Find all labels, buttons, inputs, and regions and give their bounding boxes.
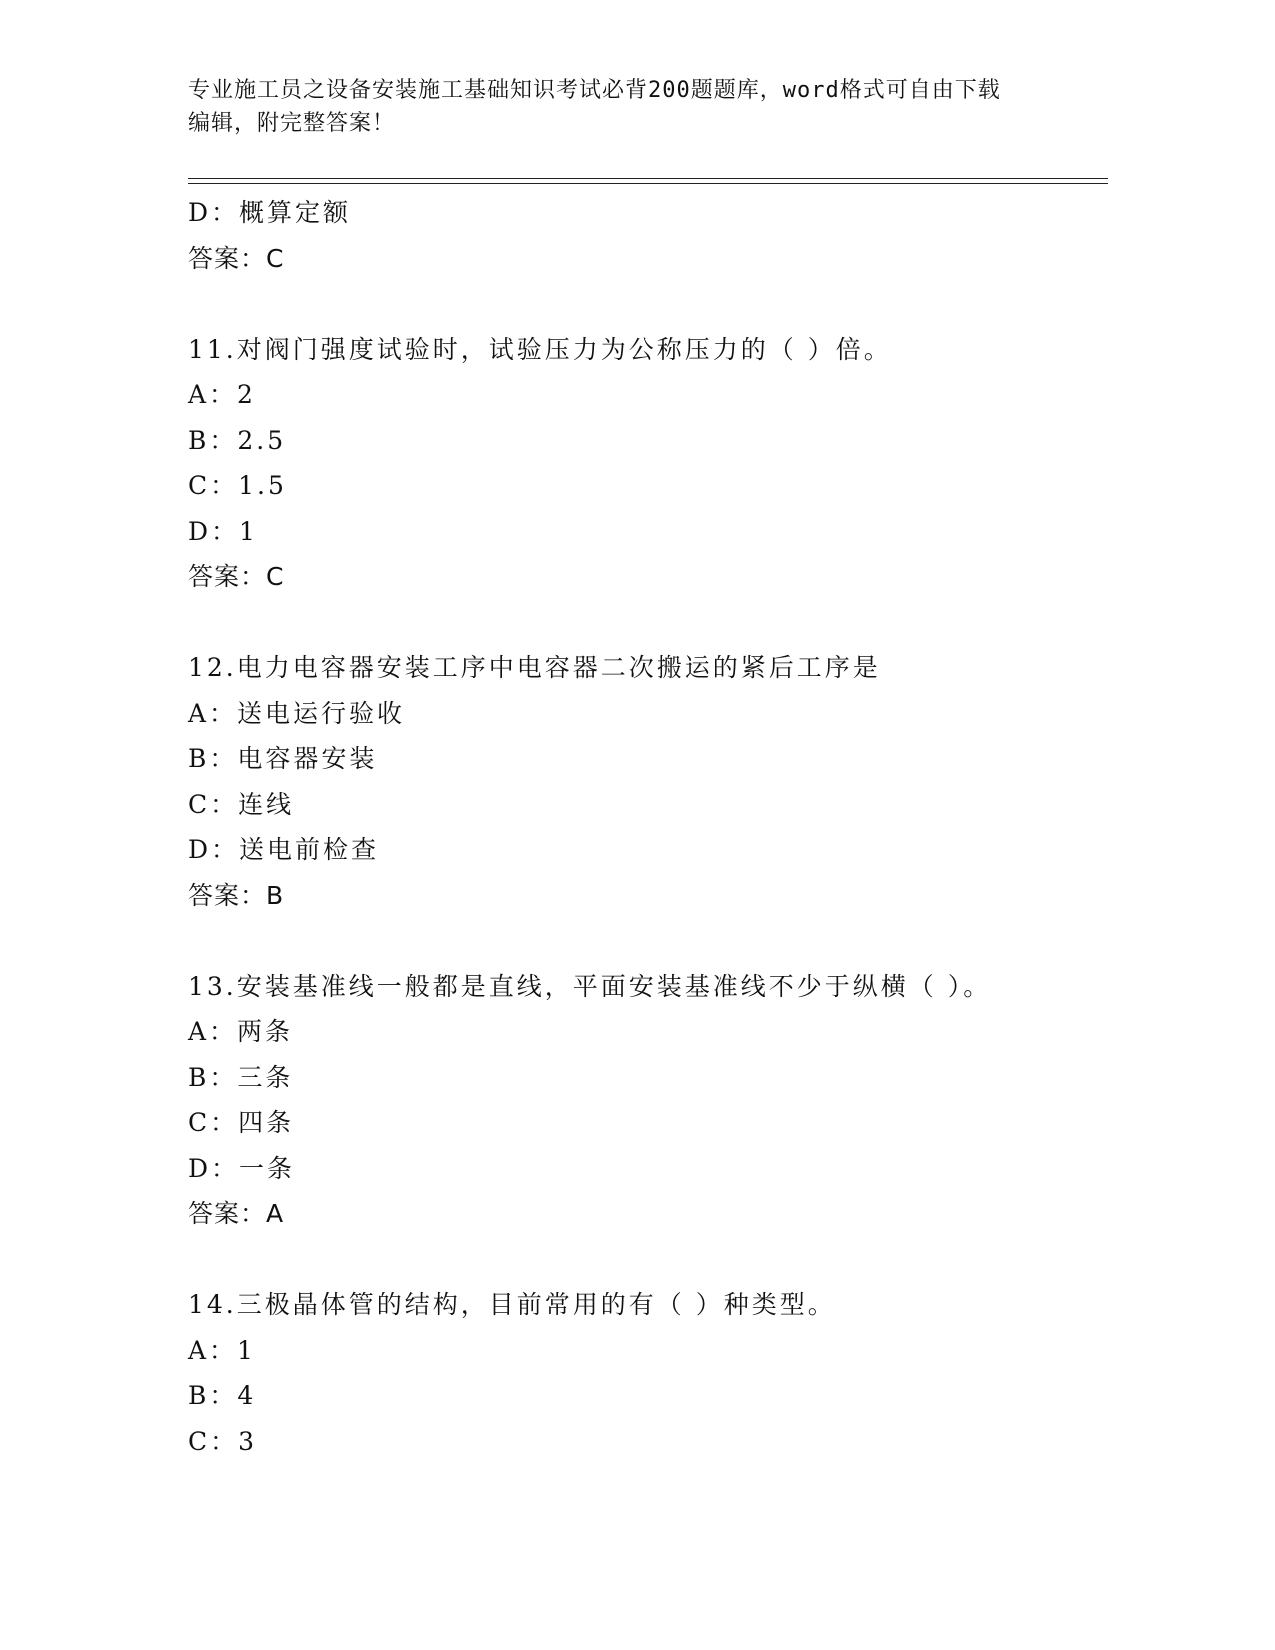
- answer-line: 答案：B: [188, 880, 285, 910]
- option-c: C：1.5: [188, 471, 287, 500]
- question-stem: 11.对阀门强度试验时，试验压力为公称压力的（ ）倍。: [188, 334, 892, 364]
- option-c: C：3: [188, 1426, 258, 1456]
- option-d: D：一条: [188, 1153, 296, 1183]
- question-11: [188, 327, 1108, 601]
- question-stem: 13.安装基准线一般都是直线，平面安装基准线不少于纵横（ ）。: [188, 971, 992, 1001]
- header-line-2: 编辑，附完整答案！: [188, 111, 396, 136]
- option-d: D：概算定额: [188, 198, 352, 227]
- header-line-1: 专业施工员之设备安装施工基础知识考试必背200题题库，word格式可自由下载: [188, 78, 1001, 103]
- document-header: [188, 74, 1088, 140]
- option-d: D：送电前检查: [188, 835, 380, 864]
- header-divider-bottom: [188, 183, 1108, 184]
- header-divider-top: [188, 178, 1108, 179]
- question-14: [188, 1282, 1108, 1464]
- option-b: B：电容器安装: [188, 744, 378, 773]
- question-12: [188, 645, 1108, 919]
- question-stem: 12.电力电容器安装工序中电容器二次搬运的紧后工序是: [188, 653, 881, 682]
- answer-line: 答案：C: [188, 243, 285, 273]
- option-b: B：2.5: [188, 425, 287, 455]
- question-stem: 14.三极晶体管的结构，目前常用的有（ ）种类型。: [188, 1290, 836, 1319]
- option-a: A：2: [188, 380, 256, 409]
- answer-line: 答案：C: [188, 562, 285, 591]
- option-a: A：1: [188, 1335, 256, 1365]
- previous-question-fragment: [188, 190, 1108, 282]
- option-c: C：连线: [188, 789, 295, 819]
- option-c: C：四条: [188, 1108, 295, 1137]
- option-a: A：两条: [188, 1017, 294, 1046]
- question-list: [188, 190, 1108, 1464]
- answer-line: 答案：A: [188, 1199, 285, 1228]
- option-b: B：三条: [188, 1062, 294, 1092]
- option-d: D：1: [188, 516, 258, 546]
- option-a: A：送电运行验收: [188, 698, 406, 728]
- option-b: B：4: [188, 1381, 257, 1410]
- question-13: [188, 964, 1108, 1238]
